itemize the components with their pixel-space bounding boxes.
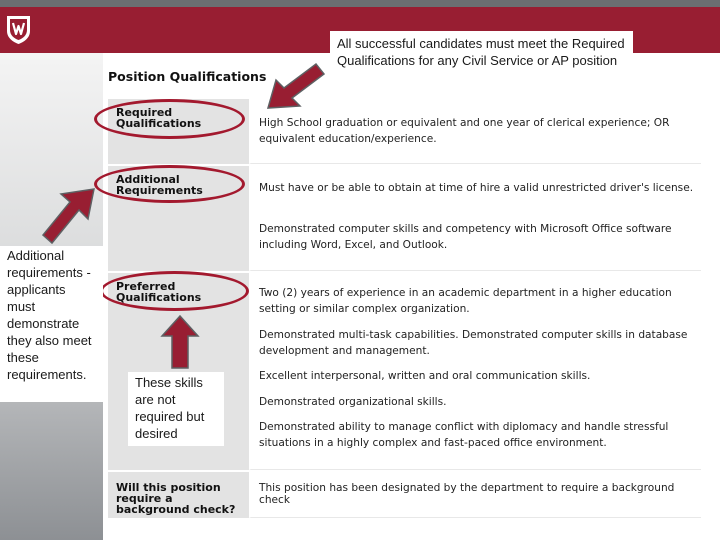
highlight-oval-preferred (100, 271, 249, 311)
callout-required-note: All successful candidates must meet the Required Qualifications for any Civil Service or AP position (330, 31, 633, 88)
qualification-item: This position has been designated by the department to require a background check (259, 482, 675, 506)
row-content-cell (249, 472, 701, 518)
table-row-background-check (108, 472, 701, 520)
qualification-item: Two (2) years of experience in an academic department in a higher education setting or similar complex organization. (259, 287, 672, 315)
arrow-up-icon (160, 314, 200, 370)
highlight-oval-additional (94, 165, 245, 203)
row-label: Preferred Qualifications (116, 280, 202, 304)
row-label: Will this position require a background check? (116, 481, 236, 516)
wsu-shield-logo-icon (5, 14, 32, 45)
qualification-item: Demonstrated ability to manage conflict with diplomacy and handle stressful situations in a highly complex and fast-paced office environment. (259, 421, 669, 449)
arrow-up-right-icon (40, 185, 98, 247)
qualification-item: Must have or be able to obtain at time of hire a valid unrestricted driver's license. (259, 182, 694, 194)
highlight-oval-required (94, 99, 245, 139)
qualification-item: Demonstrated organizational skills. (259, 396, 447, 408)
callout-preferred-note: These skills are not required but desired (128, 372, 224, 446)
qualification-item: Demonstrated computer skills and competency with Microsoft Office software including Word, Excel, and Outlook. (259, 223, 672, 251)
row-content-cell (249, 273, 701, 470)
qualification-item: Demonstrated multi-task capabilities. Demonstrated computer skills in database development and management. (259, 329, 688, 357)
row-content-cell (249, 166, 701, 271)
top-strip (0, 0, 720, 7)
document-title: Position Qualifications (108, 69, 267, 84)
arrow-down-left-icon (264, 62, 330, 112)
qualification-item: High School graduation or equivalent and one year of clerical experience; OR equivalent education/experience. (259, 117, 670, 145)
callout-additional-note: Additional requirements - applicants must demonstrate they also meet these requirements. (0, 246, 103, 402)
row-label-cell (108, 472, 249, 518)
row-label: Additional Requirements (116, 173, 203, 197)
row-label: Required Qualifications (116, 106, 202, 130)
qualification-item: Excellent interpersonal, written and oral communication skills. (259, 370, 591, 382)
